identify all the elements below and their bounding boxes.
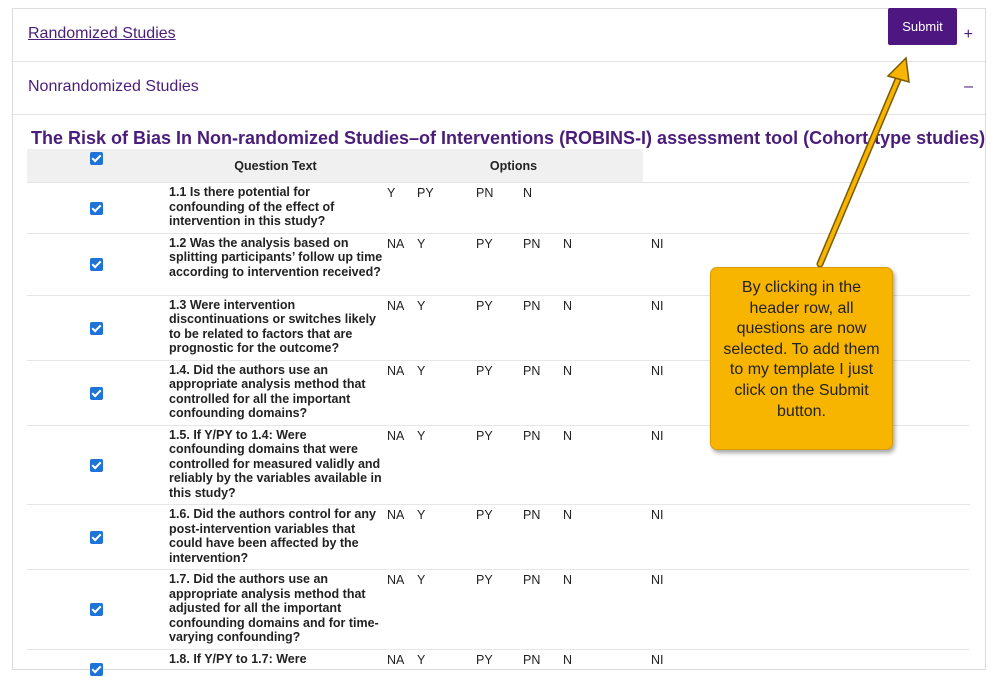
- row-checkbox[interactable]: [90, 663, 103, 676]
- option-y[interactable]: Y: [417, 428, 426, 443]
- expand-icon[interactable]: +: [963, 26, 973, 43]
- option-pn[interactable]: PN: [523, 236, 541, 251]
- option-pn[interactable]: PN: [523, 363, 541, 378]
- option-ni[interactable]: NI: [651, 236, 664, 251]
- option-y[interactable]: Y: [387, 186, 396, 200]
- option-pn[interactable]: PN: [523, 508, 541, 522]
- option-pn[interactable]: PN: [523, 298, 541, 313]
- accordion-title-randomized[interactable]: Randomized Studies: [28, 25, 176, 42]
- question-text: 1.4. Did the authors use an appropriate analysis method that controlled for all the important confounding domains?: [167, 360, 384, 425]
- annotation-callout: By clicking in the header row, all questions are now selected. To add them to my template I just click on the Submit button.: [710, 267, 893, 450]
- option-n[interactable]: N: [563, 508, 573, 522]
- option-na[interactable]: NA: [387, 298, 405, 313]
- submit-button[interactable]: Submit: [888, 8, 957, 45]
- row-checkbox-cell[interactable]: [27, 649, 167, 689]
- option-y[interactable]: Y: [417, 236, 426, 251]
- option-n[interactable]: N: [563, 652, 573, 667]
- option-py[interactable]: PY: [476, 652, 493, 667]
- option-y[interactable]: Y: [417, 298, 426, 313]
- option-y[interactable]: Y: [417, 363, 426, 378]
- option-y[interactable]: Y: [417, 508, 426, 522]
- option-na[interactable]: NA: [387, 428, 405, 443]
- option-pn[interactable]: PN: [523, 652, 541, 667]
- option-ni[interactable]: NI: [651, 298, 664, 313]
- option-n[interactable]: N: [563, 428, 573, 443]
- option-n[interactable]: N: [563, 236, 573, 251]
- option-ni[interactable]: NI: [651, 652, 664, 667]
- question-text: 1.2 Was the analysis based on splitting participants’ follow up time according to intervention received?: [167, 233, 384, 295]
- option-ni[interactable]: NI: [651, 573, 664, 587]
- option-py[interactable]: PY: [417, 186, 434, 200]
- accordion-title-nonrandomized[interactable]: Nonrandomized Studies: [28, 78, 199, 95]
- question-text: 1.8. If Y/PY to 1.7: Were: [167, 649, 384, 689]
- option-py[interactable]: PY: [476, 508, 493, 522]
- option-pn[interactable]: PN: [476, 186, 494, 200]
- options-cell: [384, 649, 664, 689]
- collapse-icon[interactable]: –: [964, 78, 973, 95]
- option-na[interactable]: NA: [387, 363, 405, 378]
- question-text: 1.7. Did the authors use an appropriate analysis method that adjusted for all the important confounding domains and for time-varying confounding?: [167, 570, 384, 650]
- option-py[interactable]: PY: [476, 573, 493, 587]
- option-n[interactable]: N: [563, 363, 573, 378]
- option-n[interactable]: N: [563, 573, 573, 587]
- question-text-header: Question Text: [167, 149, 384, 183]
- option-ni[interactable]: NI: [651, 428, 664, 443]
- option-na[interactable]: NA: [387, 508, 405, 522]
- option-y[interactable]: Y: [417, 573, 426, 587]
- options-header: Options: [384, 149, 643, 183]
- option-na[interactable]: NA: [387, 573, 405, 587]
- option-py[interactable]: PY: [476, 236, 493, 251]
- question-text: 1.6. Did the authors control for any post-intervention variables that could have been affected by the intervention?: [167, 505, 384, 570]
- question-text: 1.3 Were intervention discontinuations or switches likely to be related to factors that are prognostic for the outcome?: [167, 295, 384, 360]
- option-na[interactable]: NA: [387, 236, 405, 251]
- option-ni[interactable]: NI: [651, 508, 664, 522]
- option-ni[interactable]: NI: [651, 363, 664, 378]
- question-text: 1.5. If Y/PY to 1.4: Were confounding domains that were controlled for measured validly and reliably by the variables available in this study?: [167, 425, 384, 505]
- arrow-head-icon: [888, 58, 909, 82]
- option-pn[interactable]: PN: [523, 573, 541, 587]
- option-py[interactable]: PY: [476, 428, 493, 443]
- option-py[interactable]: PY: [476, 298, 493, 313]
- option-py[interactable]: PY: [476, 363, 493, 378]
- question-text: 1.1 Is there potential for confounding of the effect of intervention in this study?: [167, 183, 384, 234]
- option-na[interactable]: NA: [387, 652, 405, 667]
- option-pn[interactable]: PN: [523, 428, 541, 443]
- assessment-tool-title: The Risk of Bias In Non-randomized Studies–of Interventions (ROBINS-I) assessment tool (Cohort-type studies): [31, 128, 986, 148]
- row-spacer: [643, 649, 970, 689]
- arrow-shaft: [820, 70, 902, 264]
- option-y[interactable]: Y: [417, 652, 426, 667]
- option-n[interactable]: N: [563, 298, 573, 313]
- table-row[interactable]: [27, 649, 970, 689]
- option-n[interactable]: N: [523, 186, 533, 200]
